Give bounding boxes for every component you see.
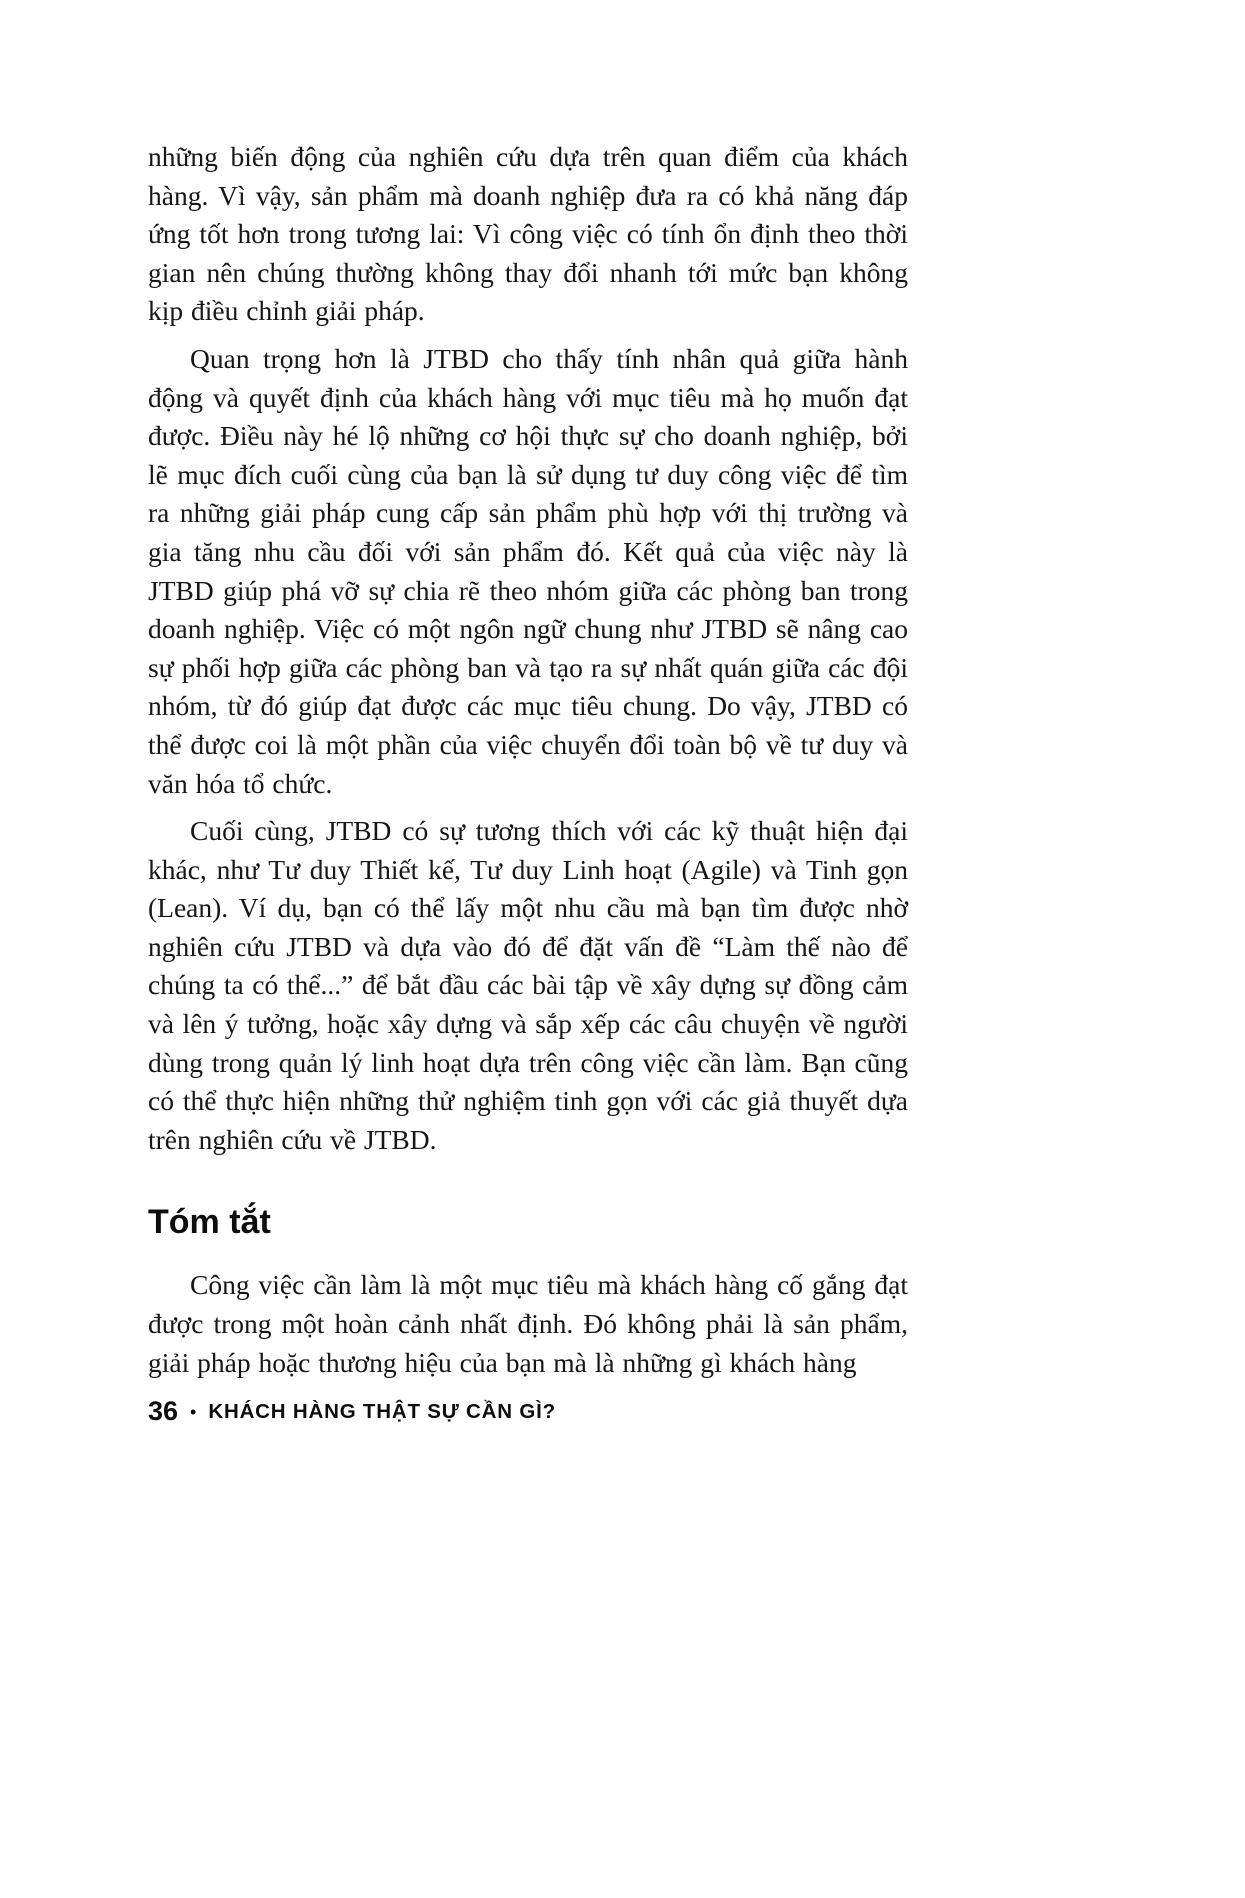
page-footer — [148, 1396, 556, 1427]
paragraph-continued: những biến động của nghiên cứu dựa trên quan điểm của khách hàng. Vì vậy, sản phẩm mà doanh nghiệp đưa ra có khả năng đáp ứng tốt hơn trong tương lai: Vì công việc có tính ổn định theo thời gian nên chúng thường không thay đổi nhanh tới mức bạn không kịp điều chỉnh giải pháp. — [148, 141, 908, 327]
running-title: KHÁCH HÀNG THẬT SỰ CẦN GÌ? — [208, 1399, 556, 1423]
paragraph: Công việc cần làm là một mục tiêu mà khách hàng cố gắng đạt được trong một hoàn cảnh nhất định. Đó không phải là sản phẩm, giải pháp hoặc thương hiệu của bạn mà là những gì khách hàng — [148, 1269, 908, 1378]
page-number: 36 — [148, 1396, 179, 1426]
paragraph: Quan trọng hơn là JTBD cho thấy tính nhân quả giữa hành động và quyết định của khách hàng với mục tiêu mà họ muốn đạt được. Điều này hé lộ những cơ hội thực sự cho doanh nghiệp, bởi lẽ mục đích cuối cùng của bạn là sử dụng tư duy công việc để tìm ra những giải pháp cung cấp sản phẩm phù hợp với thị trường và gia tăng nhu cầu đối với sản phẩm đó. Kết quả của việc này là JTBD giúp phá vỡ sự chia rẽ theo nhóm giữa các phòng ban trong doanh nghiệp. Việc có một ngôn ngữ chung như JTBD sẽ nâng cao sự phối hợp giữa các phòng ban và tạo ra sự nhất quán giữa các đội nhóm, từ đó giúp đạt được các mục tiêu chung. Do vậy, JTBD có thể được coi là một phần của việc chuyển đổi toàn bộ về tư duy và văn hóa tổ chức. — [148, 342, 908, 799]
paragraph: Cuối cùng, JTBD có sự tương thích với các kỹ thuật hiện đại khác, như Tư duy Thiết kế, Tư duy Linh hoạt (Agile) và Tinh gọn (Lean). Ví dụ, bạn có thể lấy một nhu cầu mà bạn tìm được nhờ nghiên cứu JTBD và dựa vào đó để đặt vấn đề “Làm thế nào để chúng ta có thể...” để bắt đầu các bài tập về xây dựng sự đồng cảm và lên ý tưởng, hoặc xây dựng và sắp xếp các câu chuyện về người dùng trong quản lý linh hoạt dựa trên công việc cần làm. Bạn cũng có thể thực hiện những thử nghiệm tinh gọn với các giả thuyết dựa trên nghiên cứu về JTBD. — [148, 815, 908, 1155]
section-heading: Tóm tắt — [148, 1203, 271, 1242]
body-text — [148, 138, 908, 1382]
footer-separator-dot: • — [190, 1402, 197, 1422]
